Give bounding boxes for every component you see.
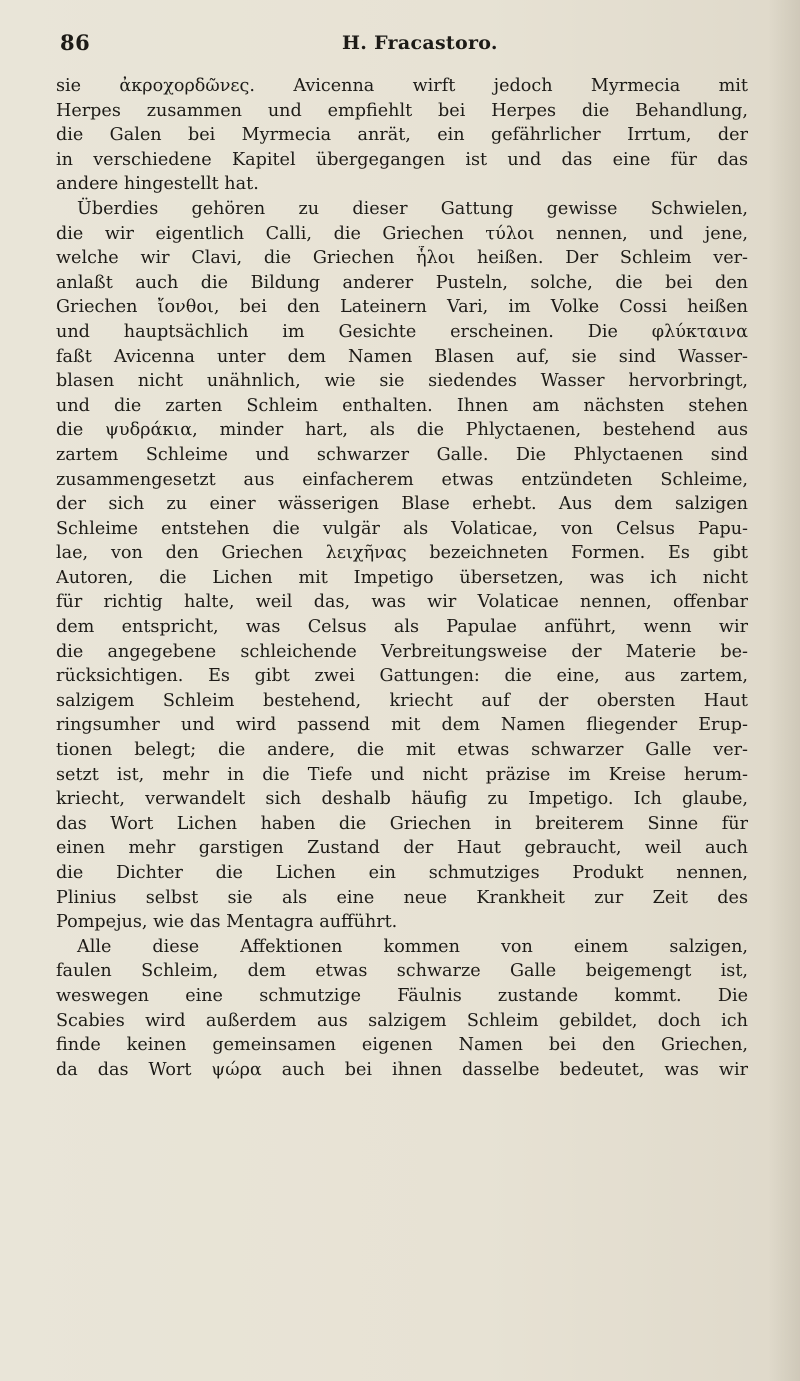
text-line: dem entspricht, was Celsus als Papulae anführt, wenn wir	[56, 617, 748, 638]
text-line: Schleime entstehen die vulgär als Volaticae, von Celsus Papu-	[56, 518, 748, 539]
text-line: finde keinen gemeinsamen eigenen Namen bei den Griechen,	[56, 1035, 748, 1056]
text-line: lae, von den Griechen λειχῆνας bezeichneten Formen. Es gibt	[56, 543, 748, 564]
text-line: ringsumher und wird passend mit dem Namen fliegender Erup-	[56, 715, 748, 736]
text-line: die Dichter die Lichen ein schmutziges Produkt nennen,	[56, 863, 748, 883]
text-line: faulen Schleim, dem etwas schwarze Galle beigemengt ist,	[56, 961, 748, 982]
text-line: Autoren, die Lichen mit Impetigo übersetzen, was ich nicht	[56, 567, 748, 588]
paragraph-start-line: Überdies gehören zu dieser Gattung gewisse Schwielen,	[77, 198, 748, 219]
page-header	[60, 30, 750, 58]
text-line: Herpes zusammen und empfiehlt bei Herpes die Behandlung,	[56, 100, 748, 121]
text-line: rücksichtigen. Es gibt zwei Gattungen: die eine, aus zartem,	[56, 666, 748, 687]
running-title: H. Fracastoro.	[342, 32, 498, 54]
text-line: die angegebene schleichende Verbreitungsweise der Materie be-	[56, 641, 748, 662]
text-line: und hauptsächlich im Gesichte erscheinen. Die φλύκταινα	[56, 321, 748, 342]
text-line: für richtig halte, weil das, was wir Volaticae nennen, offenbar	[56, 592, 748, 613]
text-line: weswegen eine schmutzige Fäulnis zustande kommt. Die	[56, 985, 748, 1006]
text-line: anlaßt auch die Bildung anderer Pusteln, solche, die bei den	[56, 272, 748, 293]
text-line: andere hingestellt hat.	[56, 174, 259, 195]
text-line: setzt ist, mehr in die Tiefe und nicht präzise im Kreise herum-	[56, 764, 748, 785]
text-line: das Wort Lichen haben die Griechen in breiterem Sinne für	[56, 813, 748, 834]
text-line: der sich zu einer wässerigen Blase erhebt. Aus dem salzigen	[56, 494, 748, 515]
page-number: 86	[60, 30, 91, 55]
text-line: in verschiedene Kapitel übergegangen ist und das eine für das	[56, 149, 748, 170]
text-line: tionen belegt; die andere, die mit etwas schwarzer Galle ver-	[56, 740, 748, 761]
text-line: und die zarten Schleim enthalten. Ihnen am nächsten stehen	[56, 395, 748, 416]
paragraph-start-line: Alle diese Affektionen kommen von einem salzigen,	[77, 936, 748, 957]
text-line: die Galen bei Myrmecia anrät, ein gefährlicher Irrtum, der	[56, 125, 748, 146]
text-line: faßt Avicenna unter dem Namen Blasen auf, sie sind Wasser-	[56, 346, 748, 367]
text-line: zartem Schleime und schwarzer Galle. Die Phlyctaenen sind	[56, 444, 748, 465]
text-line: da das Wort ψώρα auch bei ihnen dasselbe bedeutet, was wir	[56, 1059, 748, 1080]
text-line: blasen nicht unähnlich, wie sie siedendes Wasser hervorbringt,	[56, 371, 748, 392]
text-line: Griechen ἴονθοι, bei den Lateinern Vari, im Volke Cossi heißen	[56, 297, 748, 318]
body-text	[56, 74, 748, 1082]
text-line: sie ἀκροχορδῶνες. Avicenna wirft jedoch Myrmecia mit	[56, 76, 748, 96]
text-line: zusammengesetzt aus einfacherem etwas entzündeten Schleime,	[56, 469, 748, 490]
text-line: Scabies wird außerdem aus salzigem Schleim gebildet, doch ich	[56, 1010, 748, 1031]
page-edge-shadow	[768, 0, 800, 1381]
text-line: die wir eigentlich Calli, die Griechen τύλοι nennen, und jene,	[56, 223, 748, 244]
text-line: die ψυδράκια, minder hart, als die Phlyctaenen, bestehend aus	[56, 420, 748, 441]
text-line: welche wir Clavi, die Griechen ἧλοι heißen. Der Schleim ver-	[56, 248, 748, 269]
text-line: Plinius selbst sie als eine neue Krankheit zur Zeit des	[56, 887, 748, 908]
text-line: Pompejus, wie das Mentagra aufführt.	[56, 912, 398, 933]
text-line: kriecht, verwandelt sich deshalb häufig zu Impetigo. Ich glaube,	[56, 789, 748, 810]
text-line: einen mehr garstigen Zustand der Haut gebraucht, weil auch	[56, 838, 748, 859]
text-line: salzigem Schleim bestehend, kriecht auf der obersten Haut	[56, 690, 748, 711]
